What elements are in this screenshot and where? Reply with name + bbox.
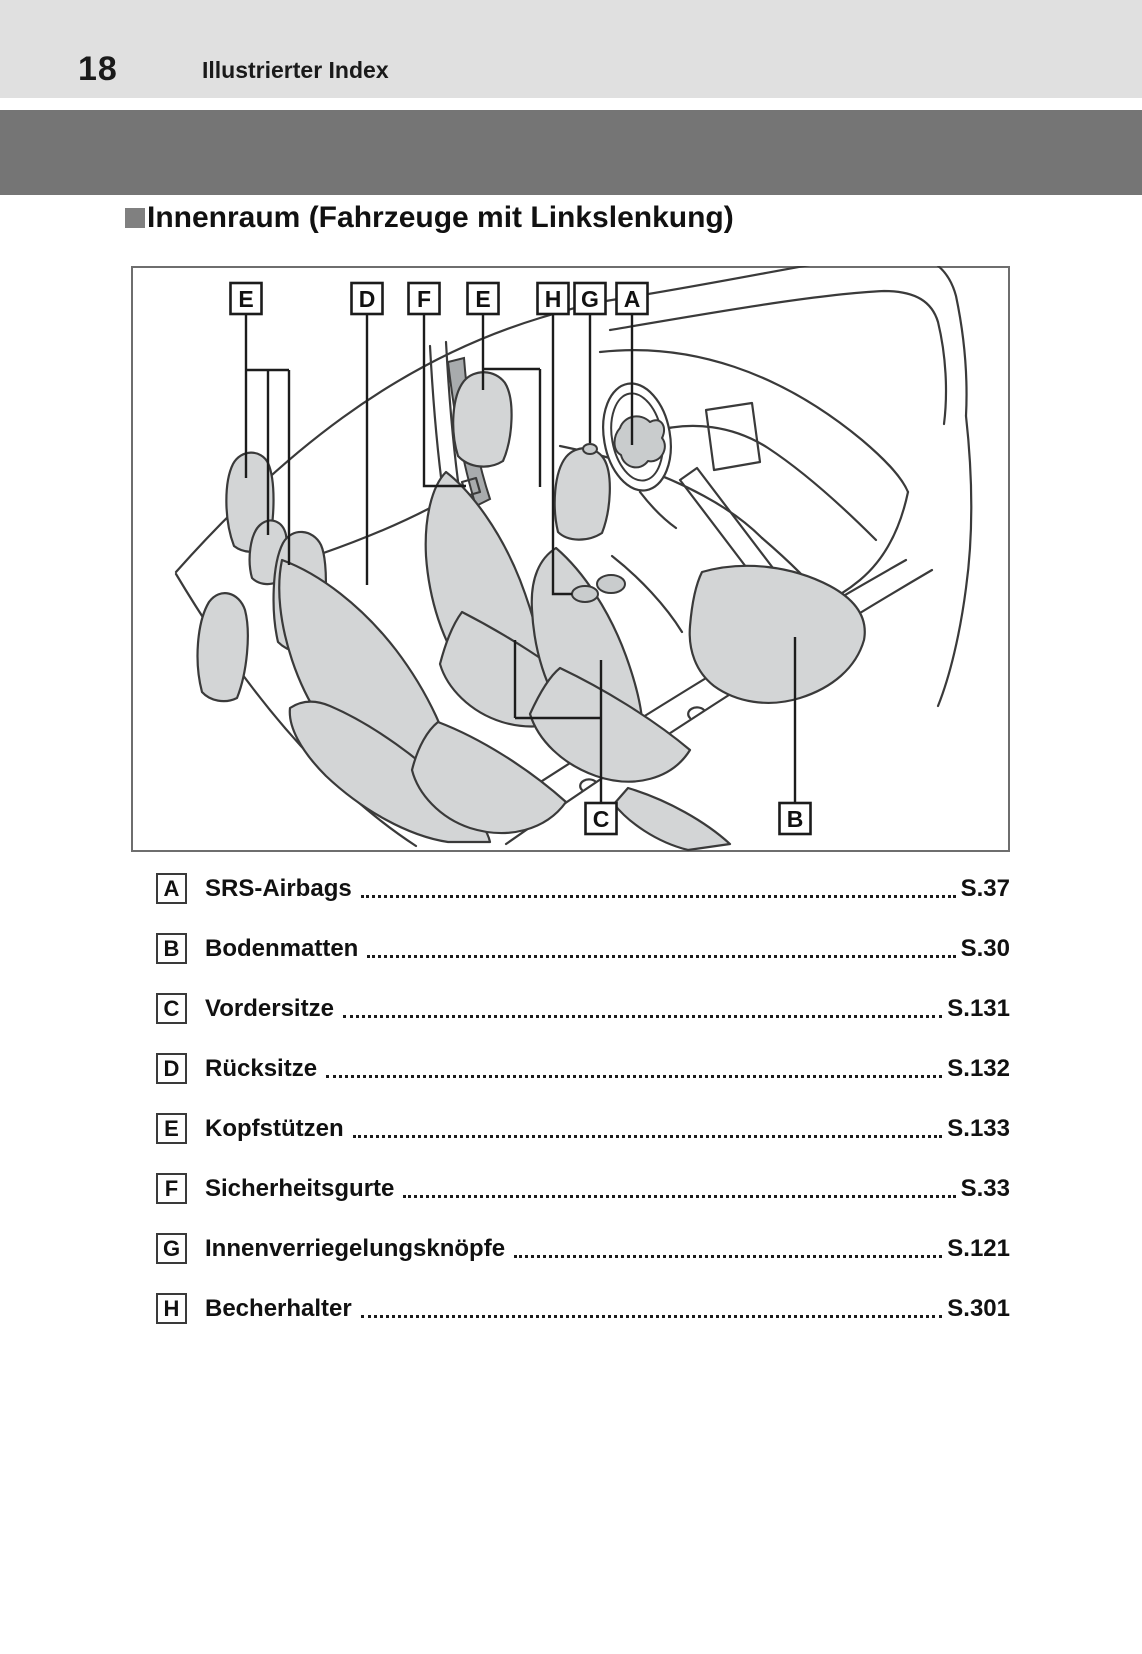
row-letter-box: G bbox=[156, 1233, 187, 1264]
dotted-leader bbox=[514, 1255, 942, 1258]
dotted-leader bbox=[343, 1015, 942, 1018]
callout-E-front-headrest bbox=[468, 283, 499, 314]
index-row-b bbox=[156, 933, 1010, 964]
chapter-banner bbox=[0, 110, 1142, 195]
door-lock-knob bbox=[583, 444, 597, 454]
svg-text:G: G bbox=[581, 286, 599, 312]
callout-F-seatbelt bbox=[409, 283, 440, 314]
svg-text:F: F bbox=[416, 286, 432, 312]
callout-B-floor-mats bbox=[780, 803, 811, 834]
row-page-ref: S.33 bbox=[960, 1174, 1010, 1202]
row-page-ref: S.131 bbox=[947, 994, 1010, 1022]
row-label: Rücksitze bbox=[205, 1054, 318, 1082]
callout-A-airbag bbox=[617, 283, 648, 314]
index-row-h bbox=[156, 1293, 1010, 1324]
row-page-ref: S.132 bbox=[947, 1054, 1010, 1082]
svg-text:H: H bbox=[544, 286, 562, 312]
row-page-ref: S.133 bbox=[947, 1114, 1010, 1142]
driver-airbag-pad bbox=[615, 416, 665, 467]
svg-text:B: B bbox=[786, 806, 804, 832]
row-letter-box: D bbox=[156, 1053, 187, 1084]
row-page-ref: S.301 bbox=[947, 1294, 1010, 1322]
dotted-leader bbox=[403, 1195, 955, 1198]
rear-armrest bbox=[198, 593, 248, 701]
index-row-c bbox=[156, 993, 1010, 1024]
row-label: Vordersitze bbox=[205, 994, 334, 1022]
section-title: Innenraum (Fahrzeuge mit Linkslenkung) bbox=[147, 201, 734, 234]
svg-text:A: A bbox=[623, 286, 641, 312]
row-page-ref: S.121 bbox=[947, 1234, 1010, 1262]
row-label: Innenverriegelungsknöpfe bbox=[205, 1234, 506, 1262]
index-row-g bbox=[156, 1233, 1010, 1264]
callout-H-cupholder bbox=[538, 283, 569, 314]
row-letter-box: H bbox=[156, 1293, 187, 1324]
row-label: SRS-Airbags bbox=[205, 874, 352, 902]
car-interior-figure bbox=[131, 266, 1010, 853]
callout-D-rear-seat bbox=[352, 283, 383, 314]
svg-text:E: E bbox=[238, 286, 254, 312]
svg-text:C: C bbox=[592, 806, 610, 832]
row-label: Becherhalter bbox=[205, 1294, 352, 1322]
row-letter-box: C bbox=[156, 993, 187, 1024]
index-row-a bbox=[156, 873, 1010, 904]
index-row-f bbox=[156, 1173, 1010, 1204]
front-right-headrest bbox=[555, 448, 610, 539]
section-heading bbox=[125, 201, 734, 235]
row-letter-box: F bbox=[156, 1173, 187, 1204]
dotted-leader bbox=[367, 955, 955, 958]
svg-text:E: E bbox=[475, 286, 491, 312]
row-page-ref: S.37 bbox=[960, 874, 1010, 902]
callout-E-rear-headrests bbox=[231, 283, 262, 314]
chapter-title: Illustrierter Index bbox=[202, 57, 389, 83]
svg-text:D: D bbox=[358, 286, 376, 312]
dotted-leader bbox=[361, 895, 956, 898]
dotted-leader bbox=[353, 1135, 943, 1138]
dotted-leader bbox=[361, 1315, 943, 1318]
row-label: Bodenmatten bbox=[205, 934, 359, 962]
page-number: 18 bbox=[78, 50, 118, 88]
row-label: Kopfstützen bbox=[205, 1114, 344, 1142]
callout-C-front-seats bbox=[586, 803, 617, 834]
interior-illustration bbox=[131, 266, 1010, 853]
page-header-band bbox=[0, 0, 1142, 98]
index-row-e bbox=[156, 1113, 1010, 1144]
dotted-leader bbox=[326, 1075, 942, 1078]
row-letter-box: B bbox=[156, 933, 187, 964]
row-letter-box: A bbox=[156, 873, 187, 904]
index-row-d bbox=[156, 1053, 1010, 1084]
row-label: Sicherheitsgurte bbox=[205, 1174, 395, 1202]
row-letter-box: E bbox=[156, 1113, 187, 1144]
callout-G-lock-knob bbox=[575, 283, 606, 314]
square-bullet-icon bbox=[125, 208, 145, 228]
row-page-ref: S.30 bbox=[960, 934, 1010, 962]
